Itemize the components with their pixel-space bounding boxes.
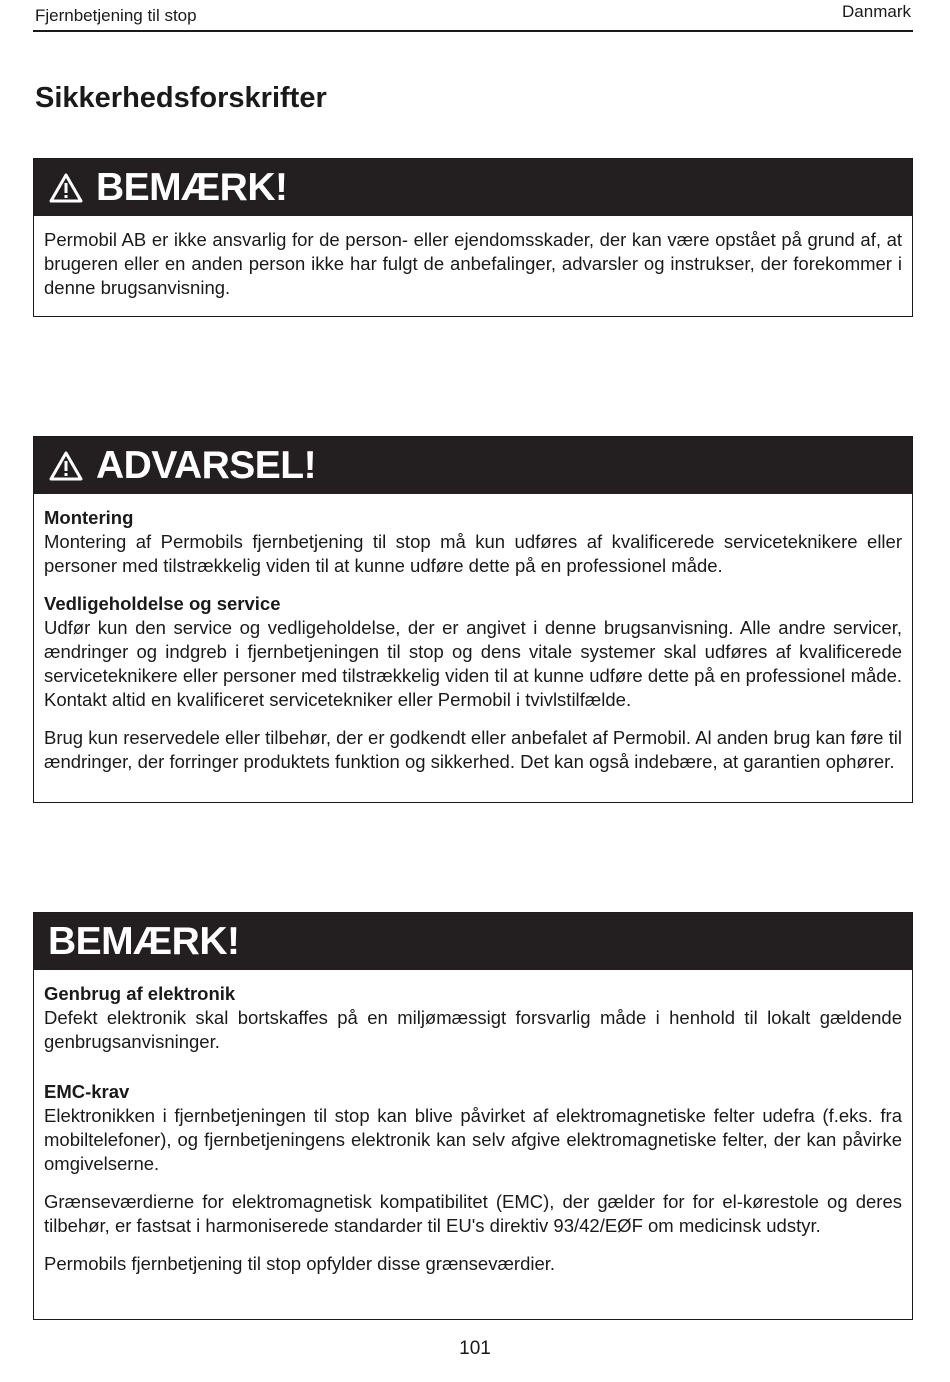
service-text: Udfør kun den service og vedligeholdelse, der er angivet i denne brugsanvisning. Alle andre servicer, ændringer og indgreb i fjernbetjeningen til stop og dens vitale systemer skal udføres af kvalificerede serviceteknikere eller personer med tilstrækkelig viden til at kunne udføre dette på en professionel måde. Kontakt altid en kvalificeret servicetekniker eller Permobil i tvivlstilfælde. (44, 617, 902, 710)
note-heading: BEMÆRK! (96, 165, 288, 209)
service-heading: Vedligeholdelse og service (44, 593, 281, 614)
note-box-header (34, 913, 912, 970)
emc-heading: EMC-krav (44, 1081, 130, 1102)
note-body (34, 970, 912, 1286)
note-box-liability (33, 158, 913, 317)
warning-box (33, 436, 913, 803)
note-box-header (34, 159, 912, 216)
page-header (33, 0, 913, 32)
montering-text: Montering af Permobils fjernbetjening til stop må kun udføres af kvalificerede serviceteknikere eller personer med tilstrækkelig viden til at kunne udføre dette på en professionel måde. (44, 531, 902, 576)
note-body (34, 216, 912, 310)
header-country: Danmark (842, 2, 911, 21)
emc-compliance-text: Permobils fjernbetjening til stop opfylder disse grænseværdier. (44, 1253, 556, 1274)
spare-parts-text: Brug kun reservedele eller tilbehør, der er godkendt eller anbefalet af Permobil. Al anden brug kan føre til ændringer, der forringer produktets funktion og sikkerhed. Det kan også indebære, at garantien ophører. (44, 727, 902, 772)
emc-limits-text: Grænseværdierne for elektromagnetisk kompatibilitet (EMC), der gælder for for el-kørestole og deres tilbehør, er fastsat i harmoniserede standarder til EU's direktiv 93/42/EØF om medicinsk udstyr. (44, 1191, 902, 1236)
montering-heading: Montering (44, 507, 134, 528)
note-heading: BEMÆRK! (48, 919, 240, 963)
recycling-text: Defekt elektronik skal bortskaffes på en miljømæssigt forsvarlig måde i henhold til lokalt gældende genbrugsanvisninger. (44, 1007, 902, 1052)
header-document-title: Fjernbetjening til stop (35, 6, 197, 25)
warning-box-header (34, 437, 912, 494)
warning-triangle-icon (48, 172, 84, 204)
recycling-heading: Genbrug af elektronik (44, 983, 236, 1004)
page-title: Sikkerhedsforskrifter (35, 82, 327, 114)
page-number: 101 (459, 1338, 491, 1359)
note-box-electronics (33, 912, 913, 1320)
warning-triangle-icon (48, 450, 84, 482)
warning-heading: ADVARSEL! (96, 443, 317, 487)
warning-body (34, 494, 912, 784)
emc-text: Elektronikken i fjernbetjeningen til stop kan blive påvirket af elektromagnetiske felter udefra (f.eks. fra mobiltelefoner), og fjernbetjeningens elektronik kan selv afgive elektromagnetiske felter, der kan påvirke omgivelserne. (44, 1105, 902, 1174)
liability-text: Permobil AB er ikke ansvarlig for de person- eller ejendomsskader, der kan være opstået på grund af, at brugeren eller en anden person ikke har fulgt de anbefalinger, advarsler og instrukser, der forekommer i denne brugsanvisning. (44, 229, 902, 298)
